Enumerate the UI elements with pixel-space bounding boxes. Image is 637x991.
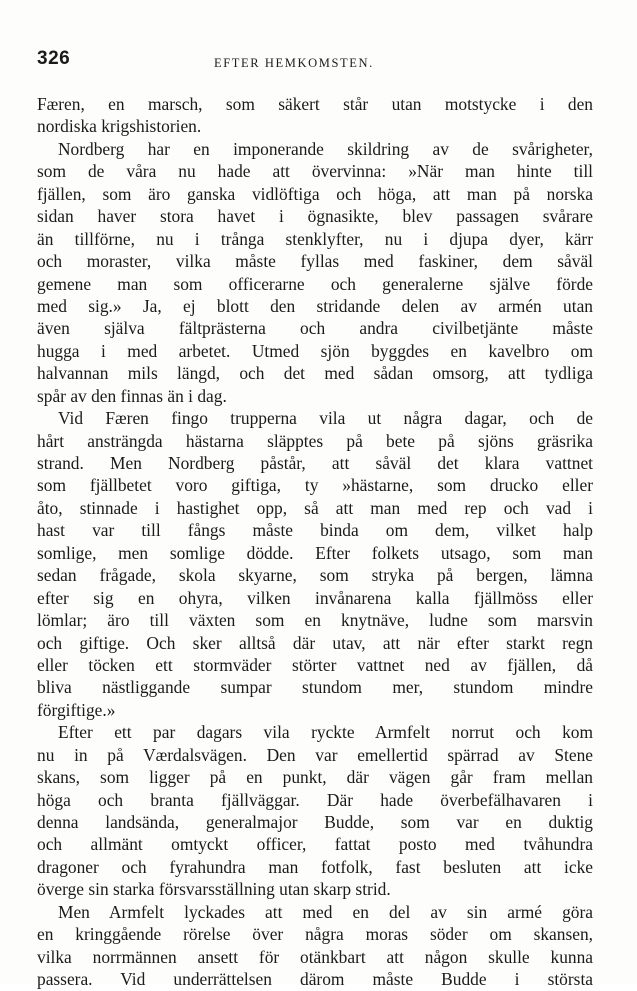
text-line: strand. Men Nordberg påstår, att såväl det klara vattnet xyxy=(37,453,593,473)
text-line: nordiska krigshistorien. xyxy=(37,116,202,137)
text-line: med sig.» Ja, ej blott den stridande delen av armén utan xyxy=(37,295,593,316)
text-line: denna landsända, generalmajor Budde, som var en duktig xyxy=(37,812,593,832)
text-line: även själva fältprästerna och andra civilbetjänte måste xyxy=(37,318,593,339)
text-line: halvannan mils längd, och det med sådan omsorg, att tydliga xyxy=(37,363,593,384)
text-line: än tillförne, nu i trånga stenklyfter, nu i djupa dyer, kärr xyxy=(37,228,593,249)
page-header xyxy=(37,48,593,74)
text-line: Nordberg har en imponerande skildring av de svårigheter, xyxy=(58,138,593,159)
text-line: passera. Vid underrättelsen därom måste Budde i största xyxy=(37,969,593,990)
running-title: EFTER HEMKOMSTEN. xyxy=(214,56,374,70)
text-line: hast var till fångs måste binda om dem, vilket halp xyxy=(37,520,593,541)
text-line: Færen, en marsch, som säkert står utan motstycke i den xyxy=(37,94,593,114)
body-text xyxy=(37,93,593,991)
text-line: och allmänt omtyckt officer, fattat posto med tvåhundra xyxy=(37,834,593,855)
text-line: vilka norrmännen ansett för otänkbart att någon skulle kunna xyxy=(37,946,593,967)
text-line: sedan frågade, skola skyarne, som stryka på bergen, lämna xyxy=(37,565,593,586)
text-line: hårt ansträngda hästarna släpptes på bete på sjöns gräsrika xyxy=(37,430,593,451)
text-line: somlige, men somlige dödde. Efter folkets utsago, som man xyxy=(37,542,593,563)
text-line: Efter ett par dagars vila ryckte Armfelt norrut och kom xyxy=(58,722,593,743)
text-line: och moraster, vilka måste fyllas med faskiner, dem såväl xyxy=(37,251,593,272)
text-line: som fjällbetet voro giftiga, ty »hästarne, som drucko eller xyxy=(37,475,593,496)
text-line: som de våra nu hade att övervinna: »När man hinte till xyxy=(37,161,593,182)
text-line: sidan haver stora havet i ögnasikte, blev passagen svårare xyxy=(37,206,593,227)
text-line: gemene man som officerarne och generalerne själve förde xyxy=(37,273,593,294)
text-line: lömlar; äro till växten som en knytnäve, ludne som marsvin xyxy=(37,610,593,631)
text-line: Men Armfelt lyckades att med en del av sin armé göra xyxy=(58,901,593,922)
text-line: skans, som ligger på en punkt, där vägen går fram mellan xyxy=(37,767,593,788)
text-line: och giftige. Och sker alltså där utav, att när efter starkt regn xyxy=(37,632,593,653)
text-line: en kringgående rörelse över några moras söder om skansen, xyxy=(37,924,593,945)
text-line: eller töcken ett stormväder störter vattnet ned av fjällen, då xyxy=(37,654,593,675)
text-line: överge sin starka försvarsställning utan skarp strid. xyxy=(37,879,391,900)
page-number: 326 xyxy=(37,48,71,69)
text-line: fjällen, som äro ganska vidlöftiga och höga, att man på norska xyxy=(37,183,593,204)
text-line: hugga i med arbetet. Utmed sjön byggdes en kavelbro om xyxy=(37,340,593,361)
text-line: bliva nästliggande sumpar stundom mer, stundom mindre xyxy=(37,677,593,698)
text-line: spår av den finnas än i dag. xyxy=(37,385,227,406)
text-line: dragoner och fyrahundra man fotfolk, fast besluten att icke xyxy=(37,856,593,877)
text-line: Vid Færen fingo trupperna vila ut några dagar, och de xyxy=(58,408,593,429)
text-line: nu in på Værdalsvägen. Den var emellertid spärrad av Stene xyxy=(37,744,593,765)
text-line: förgiftige.» xyxy=(37,699,116,720)
text-line: höga och branta fjällväggar. Där hade överbefälhavaren i xyxy=(37,789,593,810)
text-line: efter sig en ohyra, vilken invånarena kalla fjällmöss eller xyxy=(37,587,593,608)
text-line: åto, stinnade i hastighet opp, så att man med rep och vad i xyxy=(37,497,593,518)
